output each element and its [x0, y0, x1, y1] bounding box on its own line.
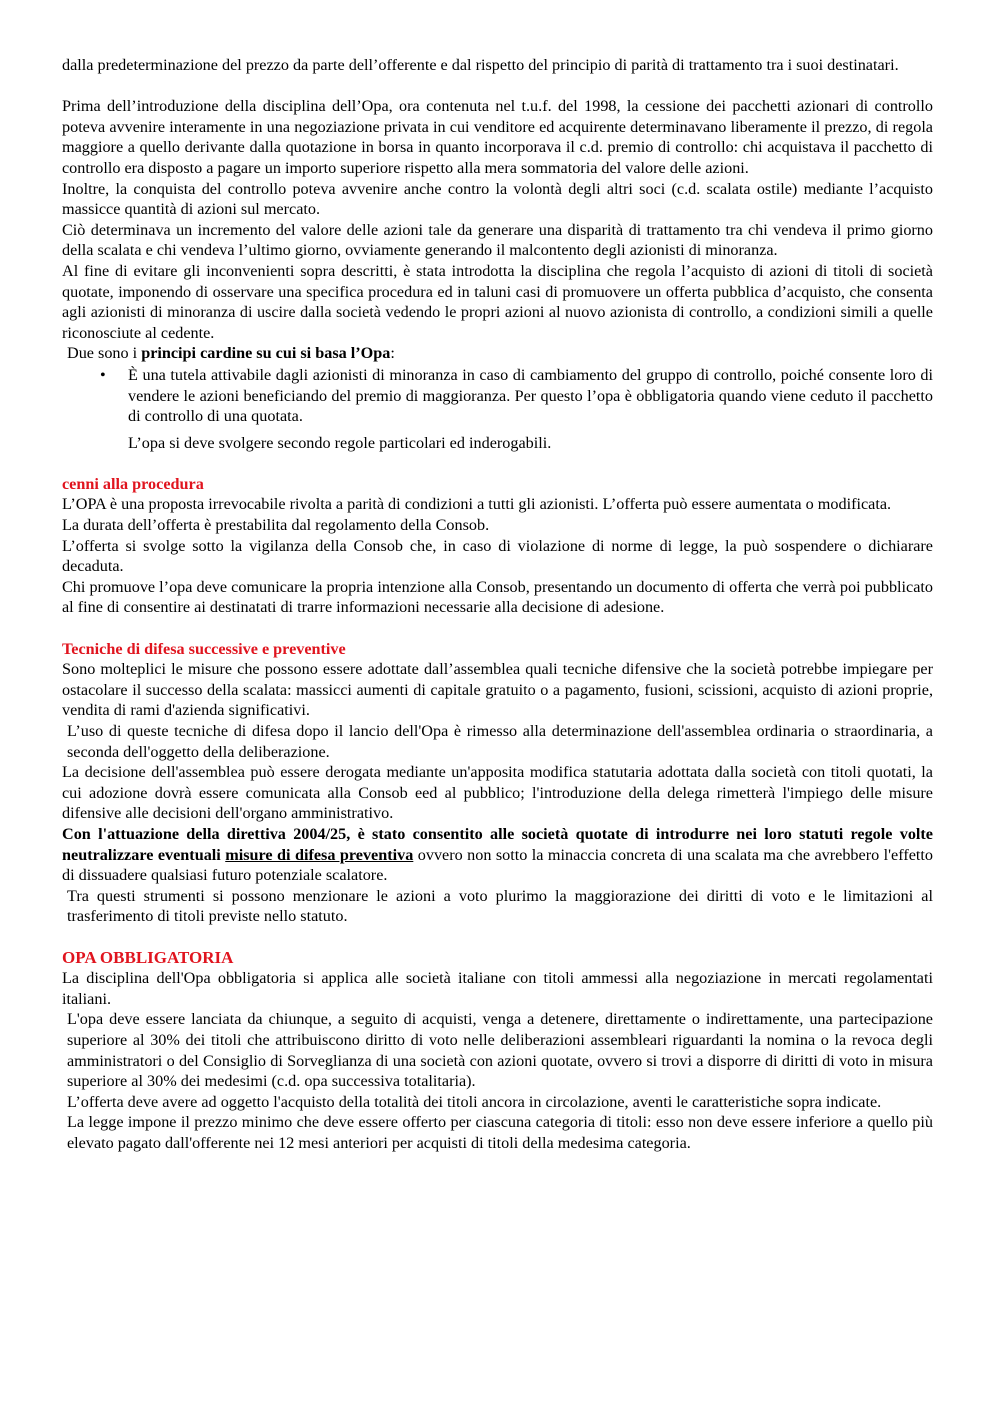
- paragraph: Inoltre, la conquista del controllo poteva avvenire anche contro la volontà degli altri soci (c.d. scalata ostile) mediante l’acquisto massicce quantità di azioni sul mercato.: [62, 179, 933, 219]
- bullet-continuation: L’opa si deve svolgere secondo regole particolari ed inderogabili.: [128, 433, 552, 452]
- section-spacer: [62, 618, 933, 639]
- bullet-list-item: [62, 365, 933, 427]
- paragraph-spacer: [62, 76, 933, 97]
- principi-bold-text: principi cardine su cui si basa l’Opa: [141, 344, 391, 363]
- principi-suffix: :: [390, 344, 395, 363]
- paragraph: L’offerta si svolge sotto la vigilanza della Consob che, in caso di violazione di norme di legge, la può sospendere o dichiarare decaduta.: [62, 536, 933, 576]
- paragraph: Chi promuove l’opa deve comunicare la propria intenzione alla Consob, presentando un documento di offerta che verrà poi pubblicato al fine di consentire ai destinatati di trarre informazioni necessarie alla decisione di adesione.: [62, 577, 933, 617]
- paragraph: L'opa deve essere lanciata da chiunque, a seguito di acquisti, venga a detenere, direttamente o indirettamente, una partecipazione superiore al 30% dei titoli che attribuiscono diritto di voto nelle deliberazioni assembleari riguardanti la nomina o la revoca degli amministratori o del Consiglio di Sorveglianza di una società con azioni quotate, ovvero si trovi a disporre di diritti di voto in misura superiore al 30% dei medesimi (c.d. opa successiva totalitaria).: [67, 1010, 933, 1091]
- paragraph: dalla predeterminazione del prezzo da parte dell’offerente e dal rispetto del principio di parità di trattamento tra i suoi destinatari.: [62, 56, 899, 74]
- paragraph: Prima dell’introduzione della disciplina dell’Opa, ora contenuta nel t.u.f. del 1998, la cessione dei pacchetti azionari di controllo poteva avvenire interamente in una negoziazione privata in cui venditore ed acquirente determinavano liberamente il prezzo, di regola maggiore a quello derivante dalla quotazione in borsa in quanto incorporava il c.d. premio di controllo: chi acquistava il pacchetto di controllo era disposto a pagare un importo superiore rispetto alla mera sommatoria del valore delle azioni.: [62, 97, 933, 177]
- paragraph: La legge impone il prezzo minimo che deve essere offerto per ciascuna categoria di titoli: esso non deve essere inferiore a quello più elevato pagato dall'offerente nei 12 mesi anteriori per acquisti di titoli della medesima categoria.: [67, 1113, 933, 1152]
- section-spacer: [62, 453, 933, 474]
- paragraph: Al fine di evitare gli inconvenienti sopra descritti, è stata introdotta la disciplina che regola l’acquisto di azioni di titoli di società quotate, imponendo di osservare una specifica procedura ed in taluni casi di promuovere un offerta pubblica d’acquisto, che consenta agli azionisti di minoranza di uscire dalla società vedendo le propri azioni al nuovo azionista di controllo, a condizioni simili a quelle riconosciute al cedente.: [62, 261, 933, 342]
- paragraph: Ciò determinava un incremento del valore delle azioni tale da generare una disparità di trattamento tra chi vendeva il primo giorno della scalata e chi vendeva l’ultimo giorno, ovviamente generando il malcontento degli azionisti di minoranza.: [62, 220, 933, 260]
- direttiva-bold-text: Con l'attuazione della direttiva 2004/25, è stato consentito alle società quotate di introdurre nei loro statuti regole volte neutralizzare eventuali: [62, 824, 933, 864]
- document-page: [62, 55, 933, 1153]
- direttiva-rest-text: ovvero non sotto la minaccia concreta di una scalata ma che avrebbero l'effetto di dissuadere qualsiasi futuro potenziale scalatore.: [62, 845, 933, 885]
- section-heading-procedura: cenni alla procedura: [62, 474, 204, 493]
- paragraph: L’OPA è una proposta irrevocabile rivolta a parità di condizioni a tutti gli azionisti. L’offerta può essere aumentata o modificata.: [62, 495, 892, 514]
- section-heading-obbligatoria: OPA OBBLIGATORIA: [62, 947, 234, 967]
- bullet-text: È una tutela attivabile dagli azionisti di minoranza in caso di cambiamento del gruppo di controllo, poiché consente loro di vendere le azioni beneficiando del premio di maggioranza. Per questo l’opa è obbligatoria quando viene ceduto il pacchetto di controllo di una quotata.: [128, 365, 933, 426]
- principi-prefix: Due sono i: [67, 344, 142, 363]
- paragraph: L’offerta deve avere ad oggetto l'acquisto della totalità dei titoli ancora in circolazione, aventi le caratteristiche sopra indicate.: [67, 1092, 882, 1111]
- bullet-icon: •: [100, 365, 106, 384]
- paragraph: Tra questi strumenti si possono menzionare le azioni a voto plurimo la maggiorazione dei diritti di voto e le limitazioni al trasferimento di titoli previste nello statuto.: [67, 886, 933, 926]
- principi-intro: [62, 343, 933, 364]
- paragraph: L’uso di queste tecniche di difesa dopo il lancio dell'Opa è rimesso alla determinazione dell'assemblea ordinaria o straordinaria, a seconda dell'oggetto della deliberazione.: [67, 722, 933, 761]
- paragraph: La durata dell’offerta è prestabilita dal regolamento della Consob.: [62, 516, 490, 535]
- difesa-preventiva-underlined: misure di difesa preventiva: [225, 845, 414, 864]
- section-heading-difesa: Tecniche di difesa successive e preventive: [62, 639, 346, 658]
- paragraph: La decisione dell'assemblea può essere derogata mediante un'apposita modifica statutaria adottata dalla società con titoli quotati, la cui adozione dovrà essere comunicata alla Consob eed al pubblico; l'introduzione della delega rimetterà l'impiego delle misure difensive alle decisioni dell'organo amministrativo.: [62, 763, 933, 823]
- section-spacer: [62, 927, 933, 948]
- paragraph: La disciplina dell'Opa obbligatoria si applica alle società italiane con titoli ammessi alla negoziazione in mercati regolamentati italiani.: [62, 969, 933, 1008]
- paragraph: Sono molteplici le misure che possono essere adottate dall’assemblea quali tecniche difensive che la società potrebbe impiegare per ostacolare il successo della scalata: massicci aumenti di capitale gratuito o a pagamento, fusioni, scissioni, acquisto di azioni proprie, vendita di rami d'azienda significativi.: [62, 660, 933, 720]
- paragraph-direttiva: [62, 824, 933, 886]
